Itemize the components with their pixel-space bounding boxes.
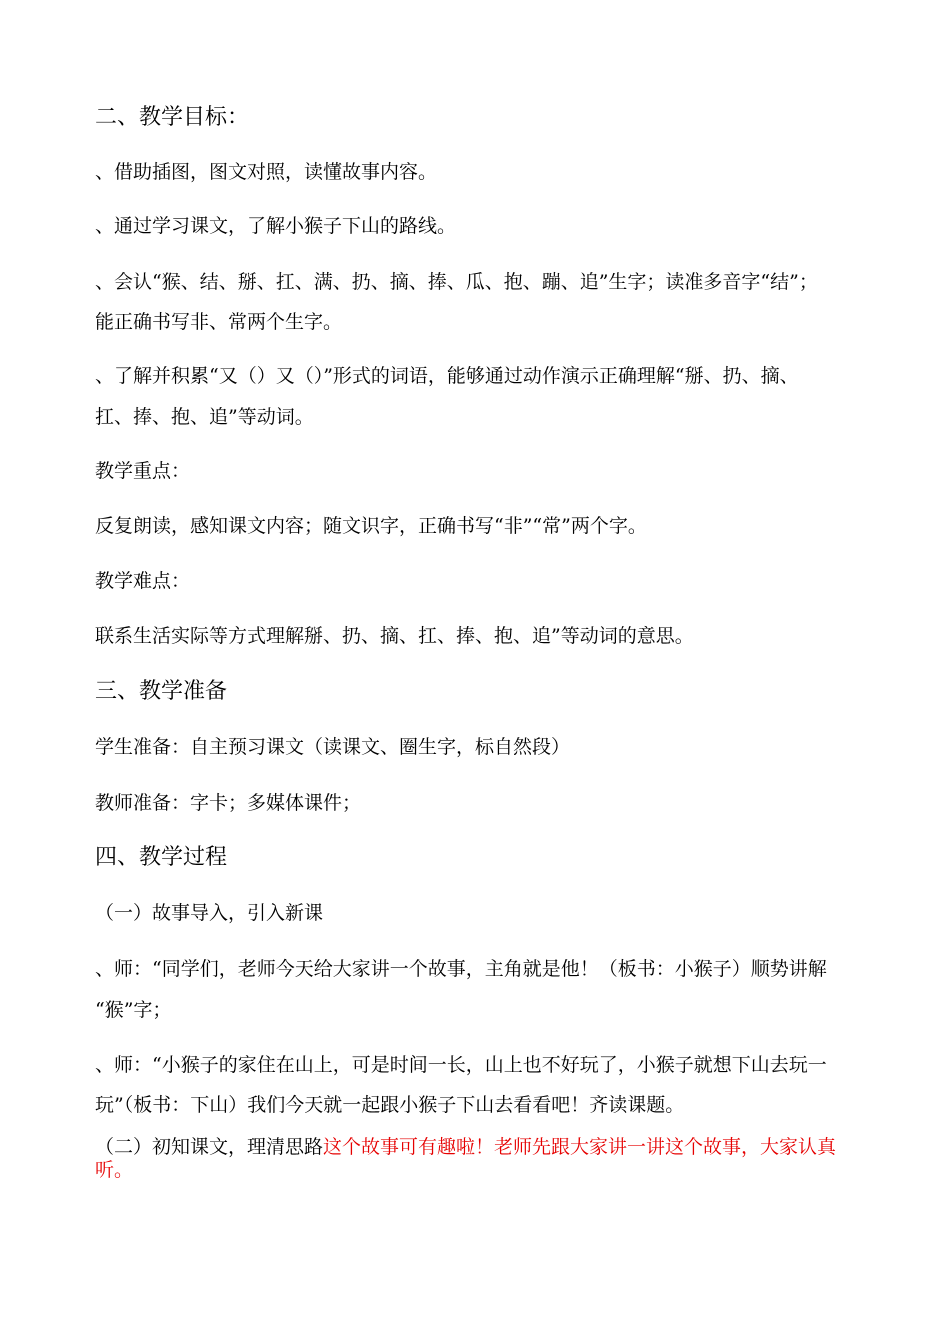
goal-1: 、借助插图，图文对照，读懂故事内容。 xyxy=(95,161,438,183)
step-1-title: （一）故事导入，引入新课 xyxy=(95,902,324,924)
step-2-line-2 xyxy=(95,1150,865,1190)
step-2-red-text-1: 这个故事可有趣啦！老师先跟大家讲一讲这个故事，大家认真 xyxy=(323,1136,837,1158)
step-1-item-2-line-2: 玩”（板书：下山）我们今天就一起跟小猴子下山去看看吧！齐读课题。 xyxy=(95,1094,685,1116)
difficulty-text: 联系生活实际等方式理解掰、扔、摘、扛、捧、抱、追”等动词的意思。 xyxy=(95,625,694,647)
section-2-title: 二、教学目标： xyxy=(95,105,250,130)
goal-4-line-2: 扛、捧、抱、追”等动词。 xyxy=(95,406,314,428)
student-prep: 学生准备：自主预习课文（读课文、圈生字，标自然段） xyxy=(95,736,571,758)
key-point-text: 反复朗读，感知课文内容；随文识字，正确书写“非”“常”两个字。 xyxy=(95,515,647,537)
goal-4-line-1: 、了解并积累“又（）又（）”形式的词语，能够通过动作演示正确理解“掰、扔、摘、 xyxy=(95,365,799,387)
key-point-label: 教学重点： xyxy=(95,460,191,482)
teacher-prep: 教师准备：字卡；多媒体课件； xyxy=(95,792,362,814)
goal-3-line-1: 、会认“猴、结、掰、扛、满、扔、摘、捧、瓜、抱、蹦、追”生字；读准多音字“结”； xyxy=(95,271,818,293)
section-3-title: 三、教学准备 xyxy=(95,679,228,704)
step-1-item-2-line-1: 、师：“小猴子的家住在山上，可是时间一长，山上也不好玩了，小猴子就想下山去玩一 xyxy=(95,1054,827,1076)
step-1-item-1-line-1: 、师：“同学们，老师今天给大家讲一个故事，主角就是他！（板书：小猴子）顺势讲解 xyxy=(95,958,827,980)
step-2-title: （二）初知课文，理清思路 xyxy=(95,1136,324,1158)
step-1-item-1-line-2: “猴”字； xyxy=(95,999,172,1021)
difficulty-label: 教学难点： xyxy=(95,570,191,592)
step-2-red-text-2: 听。 xyxy=(95,1159,134,1181)
goal-3-line-2: 能正确书写非、常两个生字。 xyxy=(95,311,343,333)
section-4-title: 四、教学过程 xyxy=(95,845,228,870)
goal-2: 、通过学习课文，了解小猴子下山的路线。 xyxy=(95,215,457,237)
